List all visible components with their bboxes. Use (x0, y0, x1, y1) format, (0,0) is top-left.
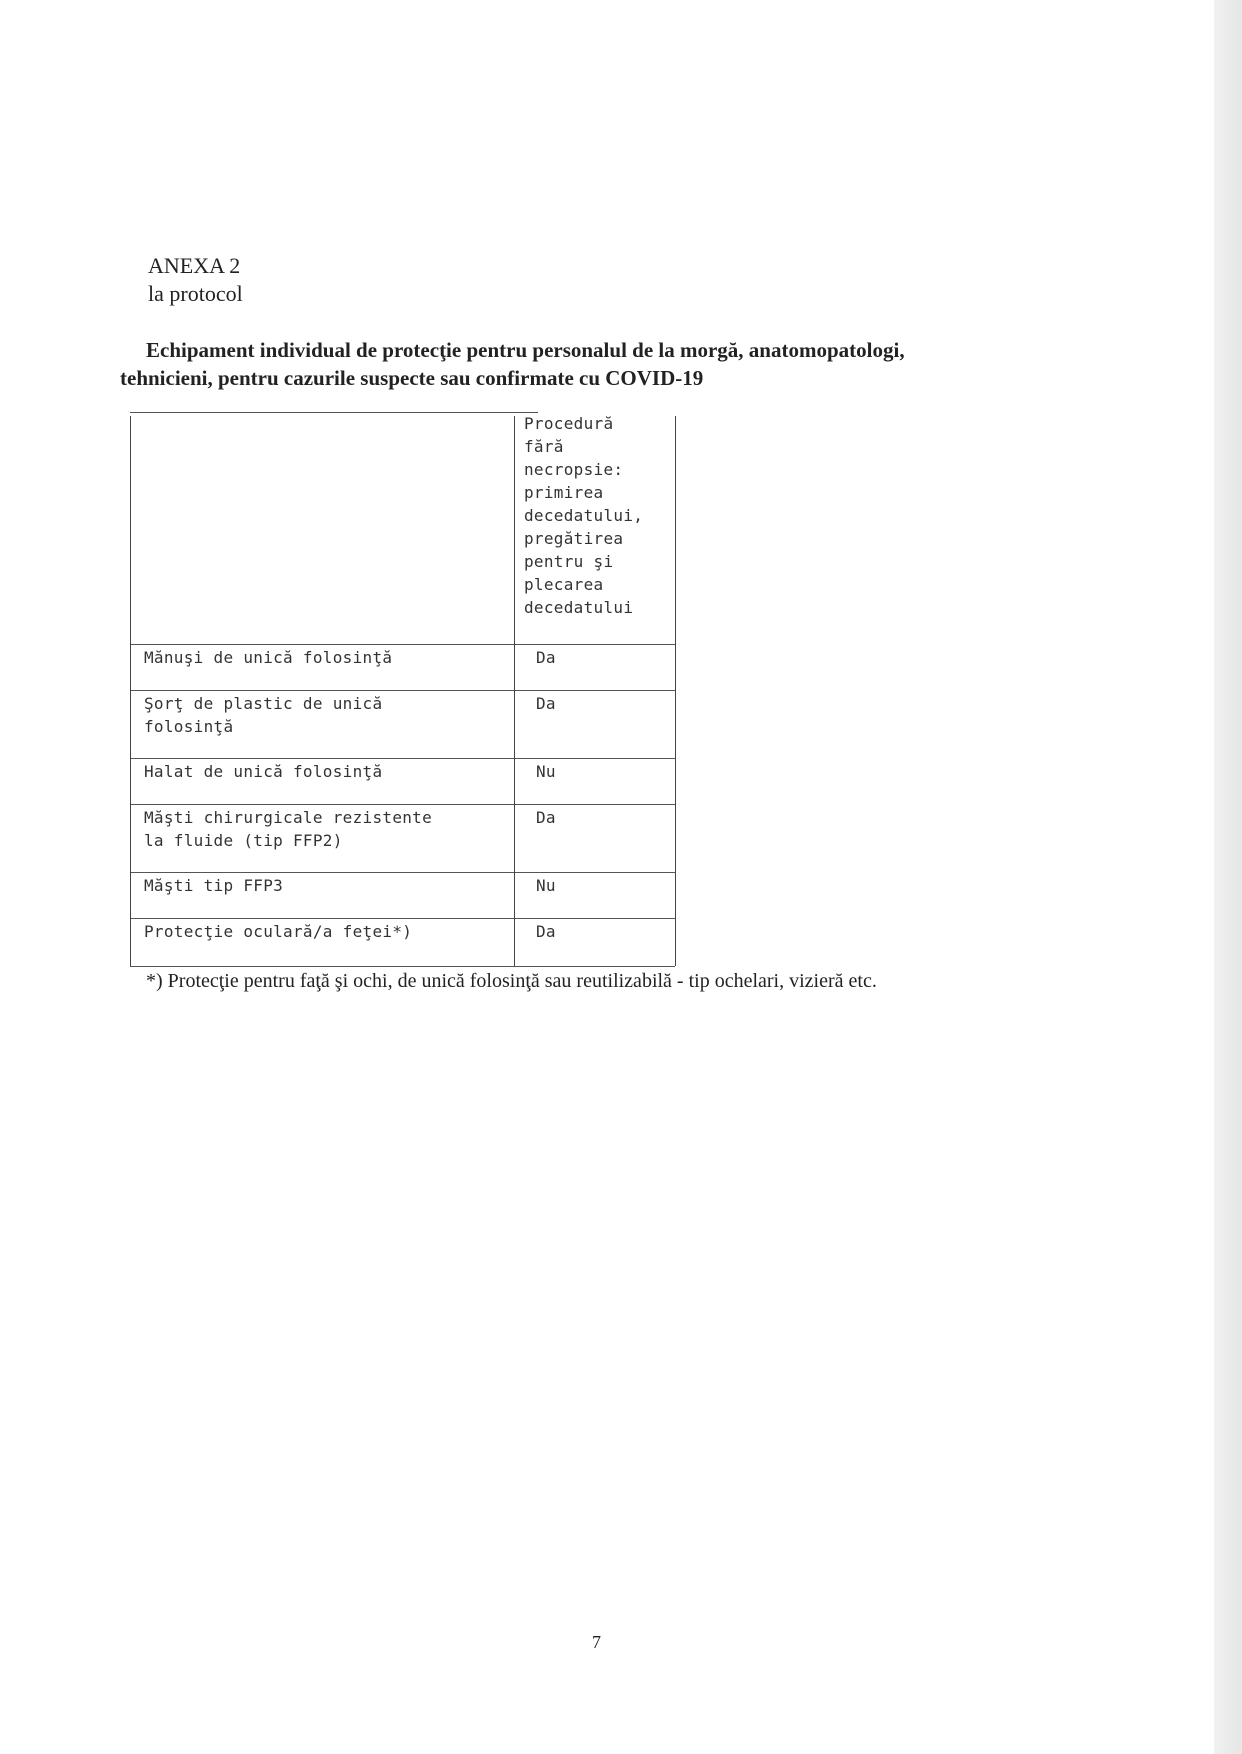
footnote: *) Protecţie pentru faţă şi ochi, de unică folosinţă sau reutilizabilă - tip ochelari, vizieră etc. (146, 970, 877, 992)
scan-edge-shadow (1214, 0, 1242, 1754)
row-rule (130, 918, 675, 919)
header-bottom-rule (130, 644, 675, 645)
annex-number: ANEXA 2 (148, 253, 241, 278)
row-rule (130, 758, 675, 759)
table-row-item: Măşti tip FFP3 (144, 876, 284, 895)
table-row-value: Da (536, 808, 556, 827)
table-row-item: Măşti chirurgicale rezistente la fluide (tip FFP2) (144, 808, 433, 850)
row-rule (130, 872, 675, 873)
annex-heading (148, 252, 243, 308)
table-row-value: Nu (536, 762, 556, 781)
table-row-value: Da (536, 648, 556, 667)
table-row-item: Mănuşi de unică folosinţă (144, 648, 393, 667)
table-top-rule (130, 412, 538, 413)
title-line-2: tehnicieni, pentru cazurile suspecte sau confirmate cu COVID-19 (120, 366, 704, 390)
page-number: 7 (592, 1632, 601, 1652)
left-border (130, 416, 131, 966)
procedure-header: Procedură fără necropsie: primirea decedatului, pregătirea pentru şi plecarea decedatului (524, 414, 644, 617)
equipment-table (130, 412, 675, 967)
table-row-value: Nu (536, 876, 556, 895)
title-line-1: Echipament individual de protecţie pentru personalul de la morgă, anatomopatologi, (146, 338, 905, 362)
table-row-item: Şorţ de plastic de unică folosinţă (144, 694, 383, 736)
table-row-item: Protecţie oculară/a feţei*) (144, 922, 413, 941)
table-row-item: Halat de unică folosinţă (144, 762, 383, 781)
table-row-value: Da (536, 694, 556, 713)
row-rule (130, 804, 675, 805)
row-rule (130, 690, 675, 691)
document-title (120, 336, 1060, 392)
table-bottom-rule (130, 966, 675, 967)
annex-subtitle: la protocol (148, 281, 243, 306)
right-border (675, 416, 676, 966)
table-row-value: Da (536, 922, 556, 941)
column-divider (514, 416, 515, 966)
